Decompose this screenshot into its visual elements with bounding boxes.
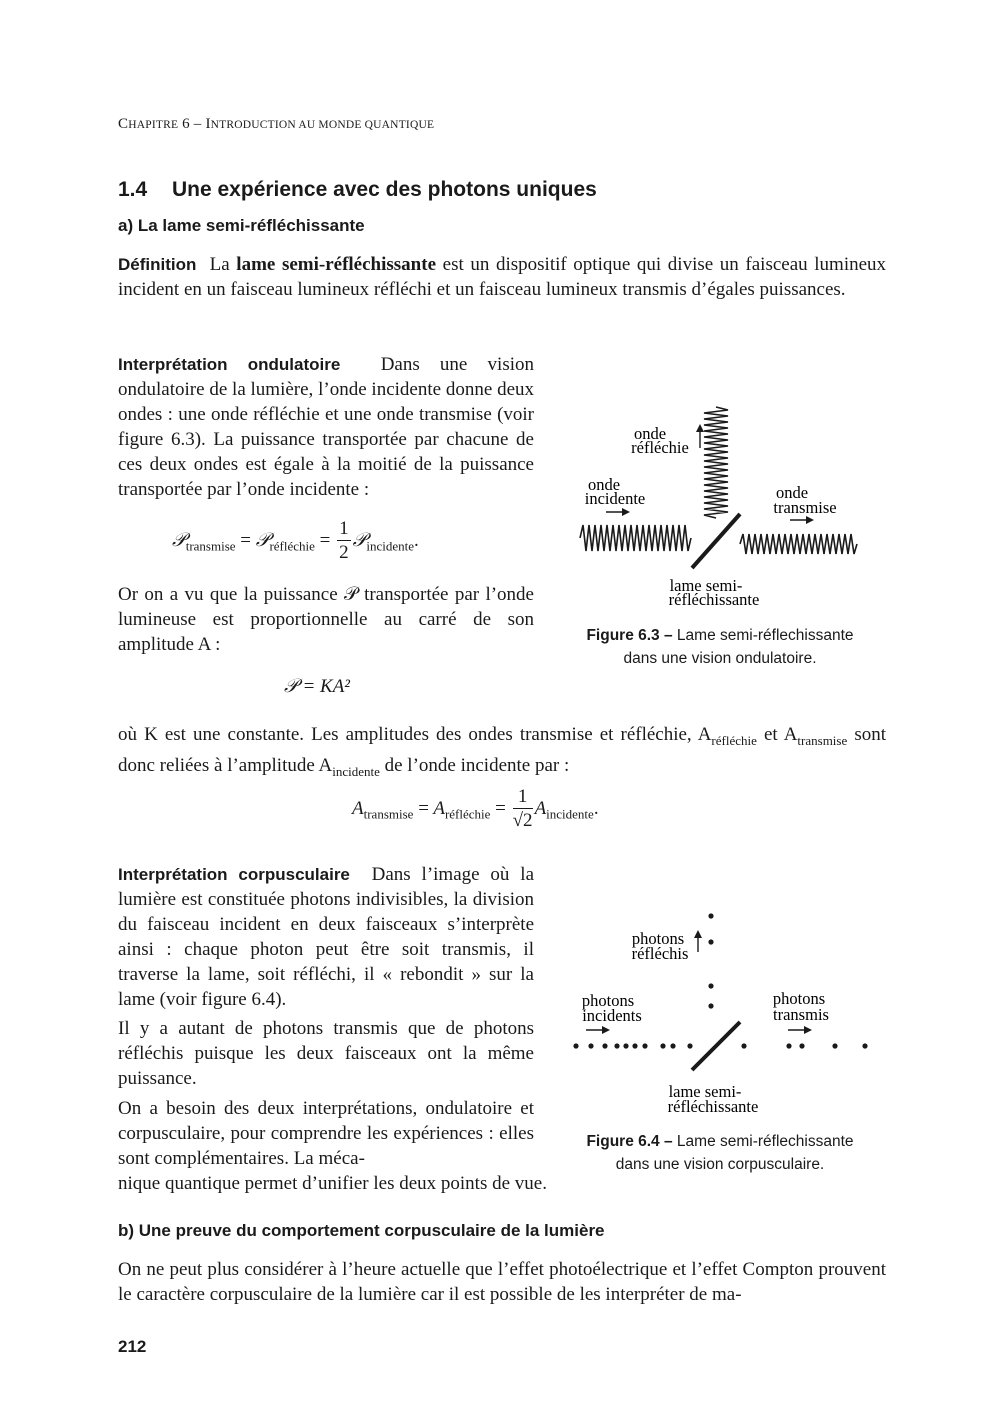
definition-paragraph: Définition La lame semi-réfléchissante est un dispositif optique qui divise un faisceau lumineux incident en un faisceau lumineux réfléchi et un faisceau lumineux transmis d’égales puissances. (118, 254, 887, 300)
label-incident-2: incidents (582, 1006, 642, 1025)
incident-arrow (586, 1026, 610, 1034)
label-incident-2: incidente (584, 489, 646, 508)
transmitted-wave (740, 534, 857, 554)
section-title-text: Une expérience avec des photons uniques (172, 178, 597, 201)
label-plate-1: lame semi- (668, 1082, 742, 1101)
reflected-wave (704, 407, 728, 518)
equation-amplitude: $A_{transmise} = A_{réfléchie}$ = $\frac{1}{√2}$ $A_{incidente}$. (352, 786, 599, 831)
subsection-b-title: b) Une preuve du comportement corpusculaire de la lumière (118, 1221, 605, 1240)
figure-6-3-caption: Figure 6.3 – Lame semi-réflechissante dans une vision ondulatoire. (586, 627, 854, 667)
label-incident-1: onde (587, 475, 621, 494)
reflected-arrow (696, 424, 704, 448)
label-plate-2: réfléchissante (667, 1097, 759, 1116)
label-transmitted-1: photons (772, 989, 826, 1008)
wave-paragraph: Interprétation ondulatoire Dans une vision ondulatoire de la lumière, l’onde incidente donne deux ondes : une onde réfléchie et une onde transmise (voir figure 6.3). La puissance transportée par chacune de ces deux ondes est égale à la moitié de la puissance transportée par l’onde incidente : (118, 354, 535, 500)
equation-power-amplitude: 𝒫 = KA² (284, 676, 350, 697)
reflected-arrow (694, 930, 702, 952)
section-number: 1.4 (118, 178, 148, 201)
label-plate-1: lame semi- (669, 576, 743, 595)
section-title (118, 178, 597, 202)
label-transmitted-1: onde (775, 483, 809, 502)
wave-label: Interprétation ondulatoire (118, 355, 341, 374)
fraction-one-over-sqrt2: $\frac{1}{√2}$ (512, 786, 533, 831)
label-reflected-1: onde (633, 424, 667, 443)
semi-reflecting-plate (692, 1022, 740, 1070)
incident-wave (580, 525, 691, 551)
wave-paragraph-3: où K est une constante. Les amplitudes des ondes transmise et réfléchie, $A_{réfléchie}$ et $A_{transmise}$ sont donc reliées à l’amplitude $A_{incidente}$ de l’onde incidente par : (118, 724, 887, 779)
definition-term: lame semi-réfléchissante (236, 254, 437, 275)
semi-reflecting-plate (692, 514, 740, 568)
wave-paragraph-2: Or on a vu que la puissance 𝒫 transportée par l’onde lumineuse est proportionnelle au carré de son amplitude A : (118, 584, 534, 655)
fraction-one-half: $\frac{1}{2}$ (339, 518, 349, 563)
reflected-photons (708, 913, 713, 1008)
equation-power: 𝒫$_{transmise}$ = 𝒫$_{réfléchie}$ = $\frac{1}{2}$ 𝒫$_{incidente}$. (172, 518, 419, 563)
label-incident-1: photons (581, 991, 635, 1010)
label-reflected-2: réfléchie (631, 438, 689, 457)
corpuscle-paragraph-3: On a besoin des deux interprétations, ondulatoire et corpusculaire, pour comprendre les expériences : elles sont complémentaires. La méca- (118, 1098, 534, 1169)
running-head: CHAPITRE 6 – INTRODUCTION AU MONDE QUANTIQUE (118, 116, 435, 132)
definition-label: Définition (118, 255, 197, 274)
figure-6-3-wave-diagram (560, 396, 880, 616)
corpuscle-paragraph-2: Il y a autant de photons transmis que de photons réfléchis puisque les deux faisceaux ont la même puissance. (118, 1018, 534, 1089)
label-reflected-2: réfléchis (631, 944, 689, 963)
incident-photons (573, 1043, 692, 1048)
transmitted-photons (741, 1043, 867, 1048)
label-plate-2: réfléchissante (668, 590, 760, 609)
label-transmitted-2: transmise (773, 498, 837, 517)
figure-6-4-photon-diagram (560, 900, 880, 1120)
corpuscle-paragraph-3-end: nique quantique permet d’unifier les deux points de vue. (118, 1173, 547, 1194)
corpuscle-label: Interprétation corpusculaire (118, 865, 350, 884)
corpuscle-paragraph-1: Interprétation corpusculaire Dans l’image où la lumière est constituée photons indivisibles, la division du faisceau incident en deux faisceaux s’interprète ainsi : chaque photon peut être soit transmis, il traverse la lame, soit réfléchi, il « rebondit » sur la lame (voir figure 6.4). (118, 864, 535, 1010)
transmitted-arrow (788, 1026, 812, 1034)
subsection-a-title: a) La lame semi-réfléchissante (118, 216, 365, 235)
last-paragraph: On ne peut plus considérer à l’heure actuelle que l’effet photoélectrique et l’effet Compton prouvent le caractère corpusculaire de la lumière car il est possible de les interpréter de ma- (118, 1259, 886, 1305)
figure-6-4-caption: Figure 6.4 – Lame semi-réflechissante dans une vision corpusculaire. (586, 1133, 854, 1173)
transmitted-arrow (790, 516, 814, 524)
label-transmitted-2: transmis (773, 1005, 829, 1024)
label-reflected-1: photons (631, 929, 685, 948)
incident-arrow (606, 508, 630, 516)
page-number: 212 (118, 1337, 147, 1356)
